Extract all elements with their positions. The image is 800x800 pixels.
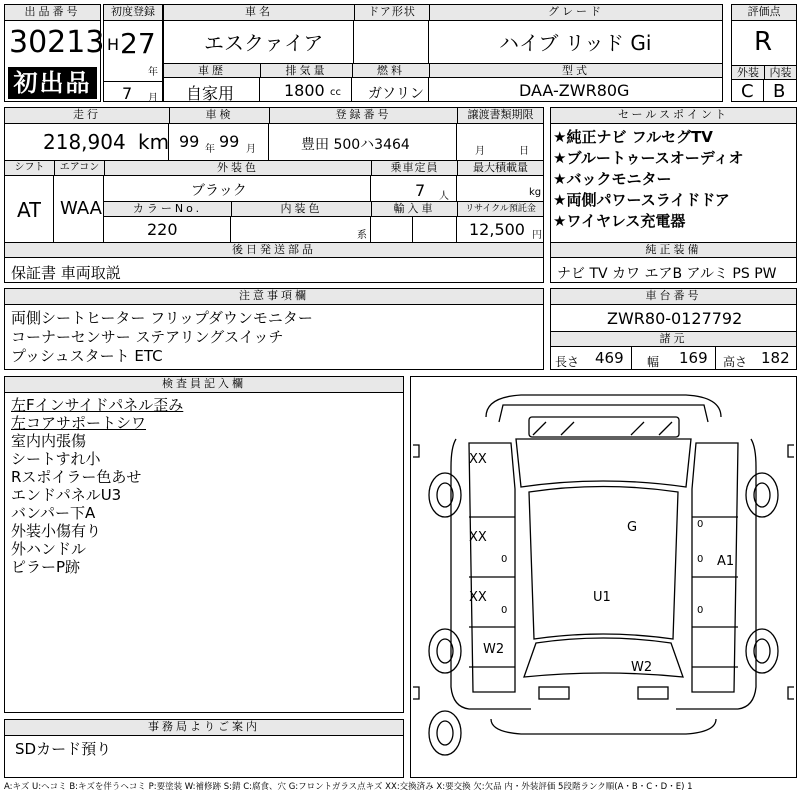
vehicle-detail-box (4, 107, 544, 283)
inspector-label: 検査員記入欄 (5, 377, 403, 393)
damage-mark: W2 (631, 660, 653, 675)
chassis-number: ZWR80-0127792 (607, 309, 743, 328)
recycle-unit: 円 (532, 230, 542, 241)
damage-mark: W2 (483, 642, 505, 657)
ac-label: エアコン (54, 161, 104, 176)
model-value: DAA-ZWR80G (519, 81, 630, 100)
first-reg-box (103, 4, 163, 102)
transfer-month-unit: 月 (475, 146, 485, 157)
exterior-grade: C (741, 81, 754, 102)
car-diagram (411, 377, 796, 777)
sales-points-box (550, 107, 797, 283)
equipment-value: ナビ TV カワ エアB アルミ PS PW (557, 266, 777, 282)
insp-year-unit: 年 (205, 144, 215, 155)
era: H (107, 35, 120, 54)
fuel-value: ガソリン (368, 86, 424, 102)
zero-mark: 0 (501, 554, 508, 565)
reg-year: 27 (120, 27, 156, 60)
inspector-line: 外ハンドル (11, 540, 87, 558)
grade-value: ハイブ リッド Gi (499, 31, 652, 55)
damage-mark: A1 (717, 554, 735, 569)
car-name-label: 車名 (164, 5, 354, 21)
insp-month-unit: 月 (246, 144, 256, 155)
capacity-label: 乗車定員 (371, 161, 457, 176)
insp-year: 99 (179, 132, 200, 151)
legend-text: A:キズ U:ヘコミ B:キズを伴うヘコミ P:要塗装 W:補修跡 S:錆 C:腐食、穴 G:フロントガラス点キズ XX:交換済み X:要交換 欠:欠品 内・外装評価 5段階ランク順(A・B・C・D・E) 1 (4, 782, 693, 792)
model-label: 型式 (429, 64, 722, 78)
inspector-line: エンドパネルU3 (11, 486, 122, 504)
recycle-label: リサイクル預託金 (457, 202, 543, 217)
inspector-box (4, 376, 404, 713)
chassis-label: 車台番号 (551, 289, 796, 305)
length-label: 長さ (555, 355, 580, 369)
mileage-unit: km (138, 130, 170, 154)
zero-mark: 0 (697, 605, 704, 616)
recycle-value: 12,500 (469, 220, 525, 239)
load-unit: kg (529, 187, 542, 198)
zero-mark: 0 (697, 519, 704, 530)
color-value: ブラック (191, 183, 247, 199)
sales-point: ★純正ナビ フルセグTV (553, 128, 713, 146)
color-no-label: カラーNo. (104, 202, 231, 217)
spec-label: 諸元 (551, 331, 796, 347)
shift-label: シフト (5, 161, 54, 176)
transfer-day-unit: 日 (519, 146, 529, 157)
damage-mark: G (627, 520, 638, 535)
height-value: 182 (761, 349, 790, 367)
note-line: コーナーセンサー ステアリングスイッチ (11, 328, 284, 346)
notes-label: 注意事項欄 (5, 289, 543, 305)
zero-mark: 0 (697, 554, 704, 565)
damage-mark: XX (469, 530, 487, 545)
history-value: 自家用 (186, 84, 235, 103)
inspector-line: 左コアサポートシワ (11, 414, 147, 432)
inspector-line: シートすれ小 (11, 450, 101, 468)
lot-label: 出品番号 (5, 5, 100, 21)
displacement-value: 1800 (284, 81, 325, 100)
inspector-line: 左Fインサイドパネル歪み (11, 396, 184, 414)
later-parts-label: 後日発送部品 (5, 243, 543, 258)
load-label: 最大積載量 (457, 161, 543, 176)
first-listing-badge: 初出品 (8, 67, 97, 99)
lot-box (4, 4, 105, 102)
interior-grade: B (773, 81, 786, 102)
office-text: SDカード預り (15, 740, 112, 758)
color-no-value: 220 (147, 220, 178, 239)
lot-number: 30213 (9, 25, 105, 60)
chassis-box (550, 288, 797, 370)
score-box (731, 4, 797, 102)
capacity-value: 7 (415, 181, 426, 200)
fuel-label: 燃料 (352, 64, 429, 78)
inspector-lines (11, 396, 183, 576)
inspection-label: 車検 (169, 108, 269, 124)
damage-mark: XX (469, 590, 487, 605)
interior-label: 内装 (764, 66, 796, 80)
note-line: 両側シートヒーター フリップダウンモニター (11, 309, 313, 327)
office-box (4, 719, 404, 778)
damage-diagram-box (410, 376, 797, 778)
insp-month: 99 (219, 132, 240, 151)
sales-point: ★両側パワースライドドア (553, 191, 730, 209)
ac-value: WAA (60, 198, 102, 219)
sales-point: ★ワイヤレス充電器 (553, 212, 686, 230)
transfer-label: 譲渡書類期限 (457, 108, 543, 124)
grade-label: グレード (429, 5, 722, 21)
inspector-line: ピラーP跡 (11, 558, 81, 576)
month-unit: 月 (148, 93, 158, 104)
door-label: ドア形状 (354, 5, 429, 21)
interior-color-unit: 系 (357, 230, 367, 241)
interior-color-label: 内装色 (231, 202, 371, 217)
zero-mark: 0 (501, 605, 508, 616)
mileage-value: 218,904 (43, 130, 126, 154)
displacement-label: 排気量 (260, 64, 352, 78)
color-label: 外装色 (104, 161, 371, 176)
shift-value: AT (17, 198, 42, 222)
width-label: 幅 (647, 355, 660, 369)
score-label: 評価点 (732, 5, 796, 21)
sales-point: ★バックモニター (553, 170, 672, 188)
width-value: 169 (679, 349, 708, 367)
capacity-unit: 人 (439, 191, 449, 202)
first-reg-label: 初度登録 (104, 5, 162, 21)
car-name: エスクァイア (204, 31, 324, 55)
exterior-label: 外装 (732, 66, 764, 80)
reg-number-label: 登録番号 (269, 108, 457, 124)
damage-mark: XX (469, 452, 487, 467)
sales-point: ★ブルートゥースオーディオ (553, 149, 744, 167)
import-label: 輸入車 (371, 202, 457, 217)
later-parts-value: 保証書 車両取説 (11, 264, 121, 282)
notes-lines (11, 309, 313, 366)
equipment-label: 純正装備 (551, 242, 796, 258)
inspector-line: 外装小傷有り (11, 522, 102, 540)
history-label: 車歴 (164, 64, 260, 78)
height-label: 高さ (723, 355, 748, 369)
inspector-line: バンパー下A (11, 504, 96, 522)
office-label: 事務局よりご案内 (5, 720, 403, 736)
notes-box (4, 288, 544, 370)
inspector-line: Rスポイラー色あせ (11, 468, 142, 486)
score-value: R (754, 27, 773, 57)
sales-points-list (553, 127, 744, 232)
year-unit: 年 (148, 67, 158, 78)
mileage-label: 走行 (5, 108, 169, 124)
car-info-box (163, 4, 723, 102)
displacement-unit: cc (330, 87, 341, 98)
reg-number: 豊田 500ハ3464 (301, 137, 410, 153)
length-value: 469 (595, 349, 624, 367)
reg-month: 7 (122, 84, 133, 103)
damage-mark: U1 (593, 590, 611, 605)
inspector-line: 室内内張傷 (11, 432, 87, 450)
sales-points-label: セールスポイント (551, 108, 796, 124)
note-line: プッシュスタート ETC (11, 347, 163, 365)
